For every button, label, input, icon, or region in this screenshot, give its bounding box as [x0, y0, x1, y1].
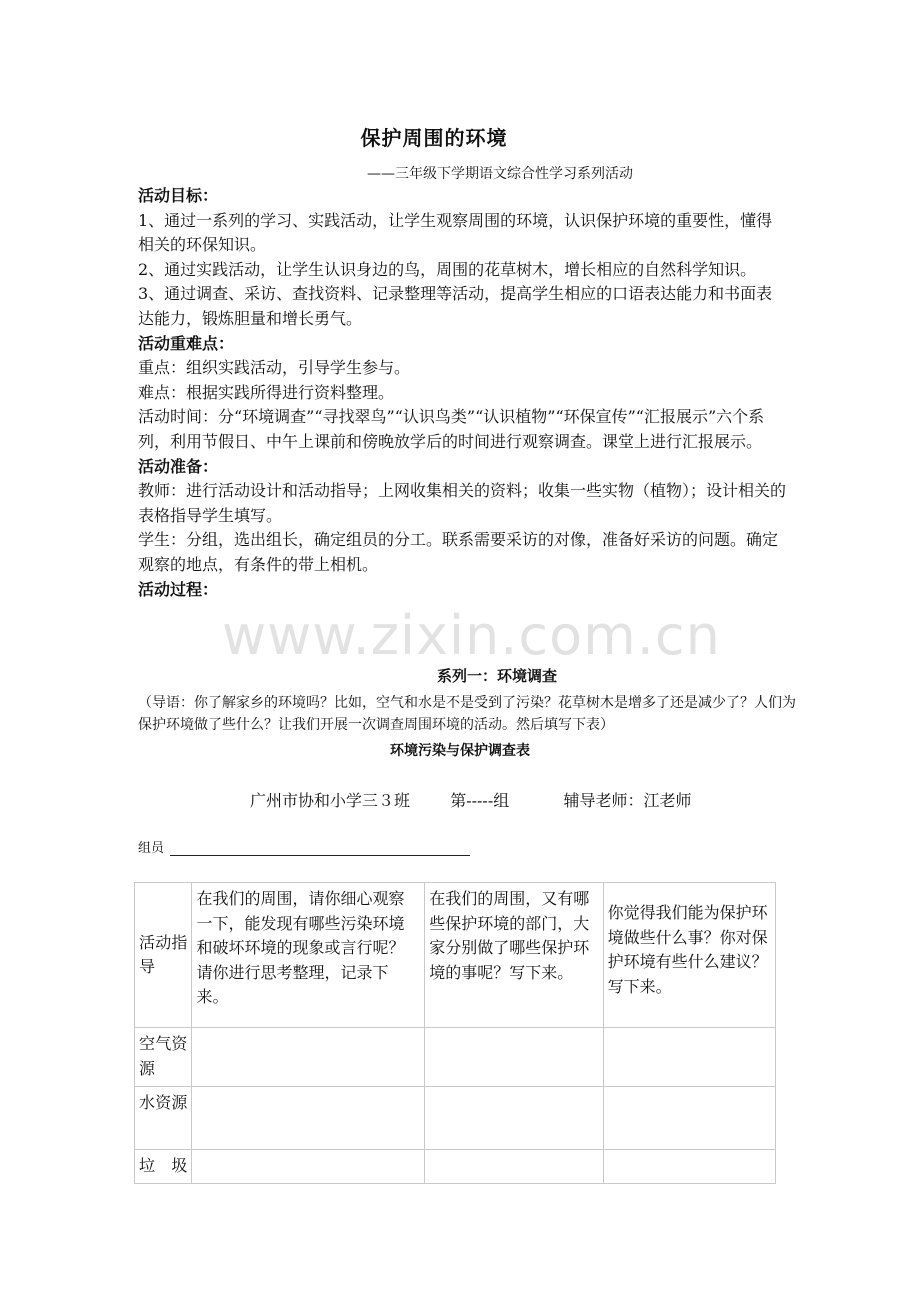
table-cell-blank[interactable]	[603, 1150, 775, 1184]
series-one-title: 系列一：环境调查	[437, 667, 558, 685]
survey-table-title: 环境污染与保护调查表	[390, 743, 530, 759]
key-points-heading: 活动重难点：	[138, 333, 235, 353]
table-cell-blank[interactable]	[425, 1087, 603, 1150]
table-row	[135, 1150, 776, 1184]
row-label-air: 空气资源	[135, 1028, 192, 1087]
row-label-garbage: 垃圾	[135, 1150, 192, 1184]
row-label-water: 水资源	[135, 1087, 192, 1150]
preparation-teacher: 教师：进行活动设计和活动指导；上网收集相关的资料；收集一些实物（植物）；设计相关的表格指导学生填写。	[138, 481, 787, 525]
preparation-student: 学生：分组，选出组长，确定组员的分工。联系需要采访的对像，准备好采访的问题。确定观察的地点，有条件的带上相机。	[138, 530, 779, 574]
goal-item-2: 2、通过实践活动，让学生认识身边的鸟，周围的花草树木，增长相应的自然科学知识。	[138, 259, 757, 279]
table-row	[135, 1087, 776, 1150]
members-row	[138, 837, 470, 856]
column-suggestions: 你觉得我们能为保护环境做些什么事？你对保护环境有些什么建议？写下来。	[603, 883, 775, 1028]
table-row	[135, 1028, 776, 1087]
table-cell-blank[interactable]	[603, 1087, 775, 1150]
row-label-guidance: 活动指导	[135, 883, 192, 1028]
table-cell-blank[interactable]	[603, 1028, 775, 1087]
survey-table	[134, 882, 776, 1184]
table-cell-blank[interactable]	[425, 1028, 603, 1087]
document-body	[138, 184, 788, 602]
tutor-name: 辅导老师：江老师	[563, 791, 692, 810]
table-cell-blank[interactable]	[192, 1150, 425, 1184]
group-number: 第-----组	[450, 791, 510, 810]
watermark: www.zixin.com.cn	[222, 604, 721, 667]
school-class: 广州市协和小学三３班	[250, 791, 411, 810]
column-pollution-observation: 在我们的周围，请你细心观察一下，能发现有哪些污染环境和破坏环境的现象或言行呢？请你进行思考整理，记录下来。	[192, 883, 425, 1028]
goals-heading: 活动目标：	[138, 186, 219, 205]
series-one-intro: （导语：你了解家乡的环境吗？比如，空气和水是不是受到了污染？花草树木是增多了还是减少了？人们为保护环境做了些什么？让我们开展一次调查周围环境的活动。然后填写下表）	[138, 695, 796, 733]
document-title: 保护周围的环境	[360, 126, 508, 150]
table-cell-blank[interactable]	[425, 1150, 603, 1184]
table-row	[135, 883, 776, 1028]
column-protection-departments: 在我们的周围，又有哪些保护环境的部门，大家分别做了哪些保护环境的事呢？写下来。	[425, 883, 603, 1028]
goal-item-3: 3、通过调查、采访、查找资料、记录整理等活动，提高学生相应的口语表达能力和书面表达能力，锻炼胆量和增长勇气。	[138, 284, 773, 328]
key-difficulty: 难点：根据实践所得进行资料整理。	[138, 382, 395, 402]
document-subtitle: ——三年级下学期语文综合性学习系列活动	[367, 166, 633, 182]
goal-item-1: 1、通过一系列的学习、实践活动，让学生观察周围的环境，认识保护环境的重要性，懂得相关的环保知识。	[138, 210, 773, 255]
activity-time: 活动时间：分“环境调查”“寻找翠鸟”“认识鸟类”“认识植物”“环保宣传”“汇报展示”六个系列，利用节假日、中午上课前和傍晚放学后的时间进行观察调查。课堂上进行汇报展示。	[138, 407, 765, 451]
table-cell-blank[interactable]	[192, 1087, 425, 1150]
class-info-line	[250, 788, 691, 811]
members-label: 组员	[138, 841, 165, 856]
preparation-heading: 活动准备：	[138, 456, 219, 476]
key-focus: 重点：组织实践活动，引导学生参与。	[138, 358, 411, 378]
members-blank-line	[170, 845, 470, 856]
process-heading: 活动过程：	[138, 579, 219, 599]
table-cell-blank[interactable]	[192, 1028, 425, 1087]
